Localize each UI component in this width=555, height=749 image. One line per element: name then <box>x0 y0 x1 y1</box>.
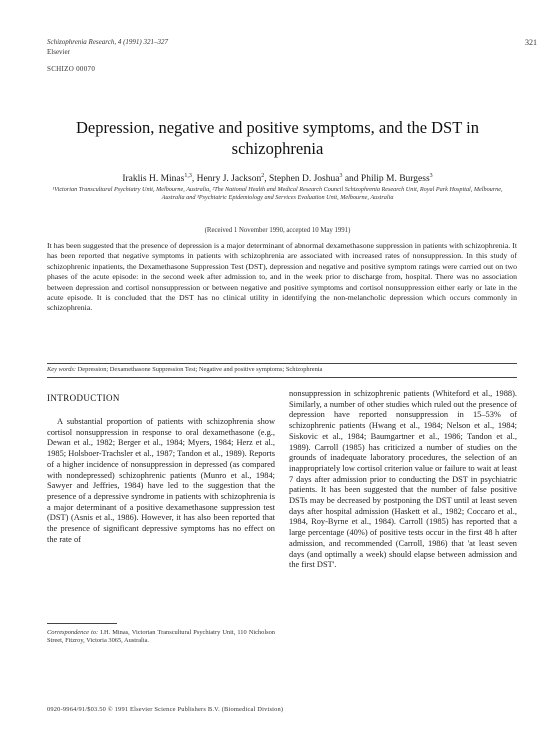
section-heading-introduction: INTRODUCTION <box>47 393 120 403</box>
right-column-text: nonsuppression in schizophrenic patients (Whiteford et al., 1988). Similarly, a number of other studies which ruled out the presence of depression have reported nonsuppression in 15–53% of schizophrenic patients (Hwang et al., 1984; Nelson et al., 1984; Siskovic et al., 1984; Baumgartner et al., 1986; Tandon et al., 1989). Carroll (1985) has criticized a number of studies on the grounds of inadequate laboratory procedures, the selection of an inappropriately low cortisol criterion value or failure to wait at least 7 days after admission prior to conducting the DST in psychiatric patients. It has been suggested that the number of false positive DSTs may be decreased by postponing the DST until at least seven days after hospital admission (Haskett et al., 1982; Coccaro et al., 1984, Roy-Byrne et al., 1984). Carroll (1985) has reported that a large percentage (40%) of positive tests occur in the first 48 h after admission, and recommended (Carroll, 1986) that 'at least seven days (and optimally a week) should elapse between admission and the first DST'. <box>289 389 517 570</box>
author-name: Stephen D. Joshua <box>269 174 340 185</box>
keywords <box>47 366 517 374</box>
author-name: Henry J. Jackson <box>196 174 262 185</box>
article-title: Depression, negative and positive symptoms, and the DST in schizophrenia <box>76 118 479 158</box>
keywords-label: Key words: <box>47 366 77 373</box>
author-name: Iraklis H. Minas <box>122 174 185 185</box>
article-code: SCHIZO 00070 <box>47 65 96 73</box>
author-affiliation-mark: 3 <box>339 173 343 179</box>
abstract-divider-top <box>47 363 517 364</box>
correspondence-footnote <box>47 629 275 645</box>
publisher-name: Elsevier <box>47 48 70 56</box>
journal-citation: Schizophrenia Research, 4 (1991) 321–327 <box>47 38 168 46</box>
page-number: 321 <box>525 38 537 47</box>
copyright-line: 0920-9964/91/$03.50 © 1991 Elsevier Science Publishers B.V. (Biomedical Division) <box>47 706 284 713</box>
received-dates: (Received 1 November 1990, accepted 10 May 1991) <box>204 227 351 234</box>
author-affiliations: ¹Victorian Transcultural Psychiatry Unit, Melbourne, Australia, ²The National Health and Medical Research Council Schizophrenia Research Unit, Royal Park Hospital, Melbourne, Australia and ³Psychiatric Epidemiology and Services Evaluation Unit, Melbourne, Australia <box>52 186 503 201</box>
correspondence-label: Correspondence to: <box>47 629 99 636</box>
author-affiliation-mark: 2 <box>261 173 265 179</box>
author-name: Philip M. Burgess <box>360 174 430 185</box>
left-column-text: A substantial proportion of patients with schizophrenia show cortisol nonsuppression in response to oral dexamethasone (e.g., Dewan et al., 1982; Berger et al., 1984; Myers, 1984; Herz et al., 1985; Holsboer-Trachsler et al., 1987; Tandon et al., 1989). Reports of a higher incidence of nonsuppression in depressed (as compared with nondepressed) schizophrenic patients (Munro et al., 1984; Sawyer and Jeffries, 1984) have led to the suggestion that the presence of a depressive syndrome in patients with schizophrenia is a major determinant of a positive dexamethasone suppression test (DST) (Asnis et al., 1986). However, it has also been reported that the presence of significant depressive symptoms has no effect on the rate of <box>47 417 275 544</box>
keywords-list: Depression; Dexamethasone Suppression Test; Negative and positive symptoms; Schizophrenia <box>77 366 323 373</box>
author-separator: , <box>264 174 269 185</box>
author-affiliation-mark: 1,3 <box>184 173 192 179</box>
abstract: It has been suggested that the presence of depression is a major determinant of abnormal dexamethasone suppression in patients with schizophrenia. It has been reported that negative symptoms in patients with schizophrenia are associated with increased rates of nonsuppression. In this study of schizophrenic inpatients, the Dexamethasone Suppression Test (DST), depression and negative and positive symptom ratings were carried out on two phases of the acute episode: in the second week after admission to, and in the week prior to discharge from, hospital. There was no association between depression and cortisol nonsuppression or between negative and positive symptoms and cortisol nonsuppression either early or late in the acute episode. It is concluded that the DST has no clinical utility in identifying the non-melancholic depression which occurs commonly in schizophrenia. <box>47 241 517 313</box>
author-separator: , <box>191 174 197 185</box>
abstract-divider-bottom <box>47 377 517 378</box>
footnote-divider <box>47 623 117 624</box>
author-list <box>30 170 525 185</box>
author-affiliation-mark: 3 <box>429 173 433 179</box>
author-separator: and <box>342 174 361 185</box>
correspondence-address: I.H. Minas, Victorian Transcultural Psychiatry Unit, 110 Nicholson Street, Fitzroy, Victoria 3065, Australia. <box>47 629 275 645</box>
